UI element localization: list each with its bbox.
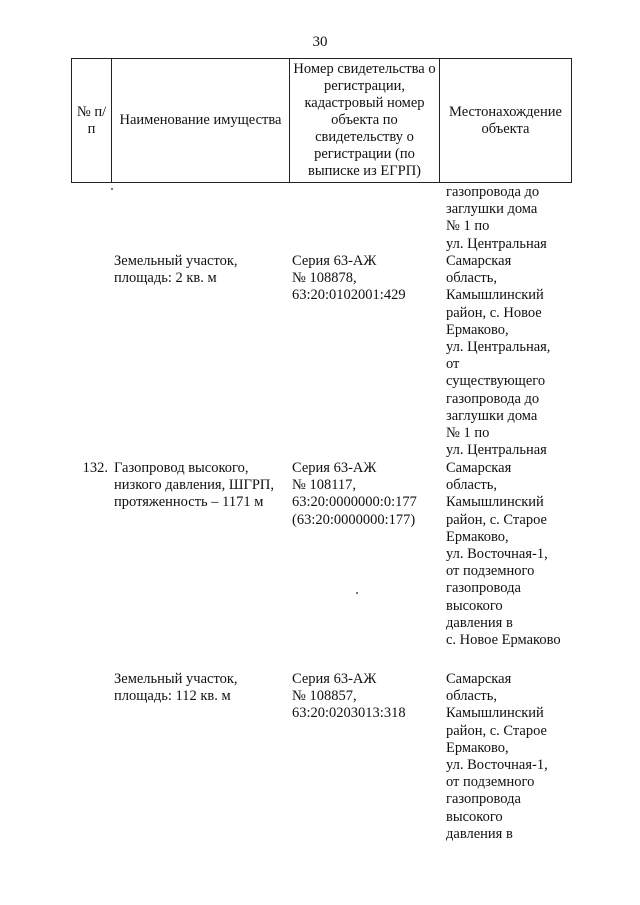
certificate-line: Серия 63-АЖ bbox=[292, 460, 377, 476]
location-line: давления в bbox=[446, 825, 513, 842]
certificate-line: № 108878, bbox=[292, 270, 357, 287]
name-line: Земельный участок, bbox=[114, 253, 238, 269]
location-line: район, с. Старое bbox=[446, 511, 547, 528]
certificate-line: № 108857, bbox=[292, 688, 357, 705]
location-line: Ермаково, bbox=[446, 528, 509, 545]
header-number: № п/п bbox=[72, 59, 112, 183]
header-object-location: Местонахождение объекта bbox=[440, 59, 572, 183]
location-line: район, с. Старое bbox=[446, 722, 547, 739]
location-line: газопровода до bbox=[446, 390, 540, 407]
certificate-line: Серия 63-АЖ bbox=[292, 671, 377, 687]
entry-2-name bbox=[114, 460, 286, 512]
name-line: Земельный участок, bbox=[114, 671, 238, 687]
location-line: ул. Восточная-1, bbox=[446, 757, 548, 774]
location-line: газопровода до bbox=[446, 184, 540, 200]
location-line: давления в bbox=[446, 614, 513, 631]
page-number: 30 bbox=[312, 34, 328, 50]
location-line: от подземного bbox=[446, 774, 535, 791]
location-line: Ермаково, bbox=[446, 321, 509, 338]
location-line: ул. Центральная bbox=[446, 442, 547, 459]
location-line: существующего bbox=[446, 373, 546, 390]
location-line: газопровода bbox=[446, 791, 521, 808]
scan-speck bbox=[356, 592, 358, 594]
certificate-line: (63:20:0000000:177) bbox=[292, 511, 416, 528]
name-line: низкого давления, ШГРП, bbox=[114, 477, 275, 494]
entry-1-name bbox=[114, 253, 286, 287]
entry-2-location bbox=[446, 460, 606, 649]
entry-2-number: 132. bbox=[82, 460, 108, 476]
entry-3-name bbox=[114, 671, 286, 705]
name-line: площадь: 2 кв. м bbox=[114, 270, 217, 287]
header-property-name: Наименование имущества bbox=[112, 59, 290, 183]
location-line: заглушки дома bbox=[446, 201, 538, 218]
name-line: Газопровод высокого, bbox=[114, 460, 249, 476]
location-line: от bbox=[446, 356, 460, 373]
entry-1-certificate bbox=[292, 253, 442, 305]
header-certificate-number: Номер свидетельства о регистрации, кадастровый номер объекта по свидетельству о регистрации (по выписке из ЕГРП) bbox=[290, 59, 440, 183]
entry-3-certificate bbox=[292, 671, 442, 723]
location-line: Самарская bbox=[446, 460, 512, 476]
entry-1-location bbox=[446, 253, 606, 459]
location-line: область, bbox=[446, 688, 497, 705]
registry-table-header bbox=[71, 58, 572, 183]
name-line: площадь: 112 кв. м bbox=[114, 688, 231, 705]
certificate-line: 63:20:0102001:429 bbox=[292, 287, 406, 304]
location-line: высокого bbox=[446, 597, 503, 614]
name-line: протяженность – 1171 м bbox=[114, 494, 264, 511]
location-line: заглушки дома bbox=[446, 407, 538, 424]
location-line: № 1 по bbox=[446, 218, 490, 235]
location-line: Самарская bbox=[446, 253, 512, 269]
location-line: газопровода bbox=[446, 580, 521, 597]
location-line: Камышлинский bbox=[446, 705, 544, 722]
location-line: Камышлинский bbox=[446, 287, 544, 304]
location-line: ул. Центральная bbox=[446, 235, 547, 252]
location-line: № 1 по bbox=[446, 425, 490, 442]
location-line: область, bbox=[446, 477, 497, 494]
certificate-line: № 108117, bbox=[292, 477, 357, 494]
location-line: Камышлинский bbox=[446, 494, 544, 511]
entry-3-location bbox=[446, 671, 606, 843]
location-line: от подземного bbox=[446, 563, 535, 580]
location-line: ул. Центральная, bbox=[446, 339, 551, 356]
location-line: с. Новое Ермаково bbox=[446, 632, 561, 649]
location-line: область, bbox=[446, 270, 497, 287]
carryover-location bbox=[446, 184, 606, 253]
location-line: высокого bbox=[446, 808, 503, 825]
location-line: ул. Восточная-1, bbox=[446, 546, 548, 563]
certificate-line: 63:20:0000000:0:177 bbox=[292, 494, 417, 511]
location-line: Ермаково, bbox=[446, 739, 509, 756]
certificate-line: Серия 63-АЖ bbox=[292, 253, 377, 269]
entry-2-certificate bbox=[292, 460, 442, 529]
scan-speck bbox=[111, 188, 113, 190]
location-line: район, с. Новое bbox=[446, 304, 542, 321]
location-line: Самарская bbox=[446, 671, 512, 687]
certificate-line: 63:20:0203013:318 bbox=[292, 705, 406, 722]
